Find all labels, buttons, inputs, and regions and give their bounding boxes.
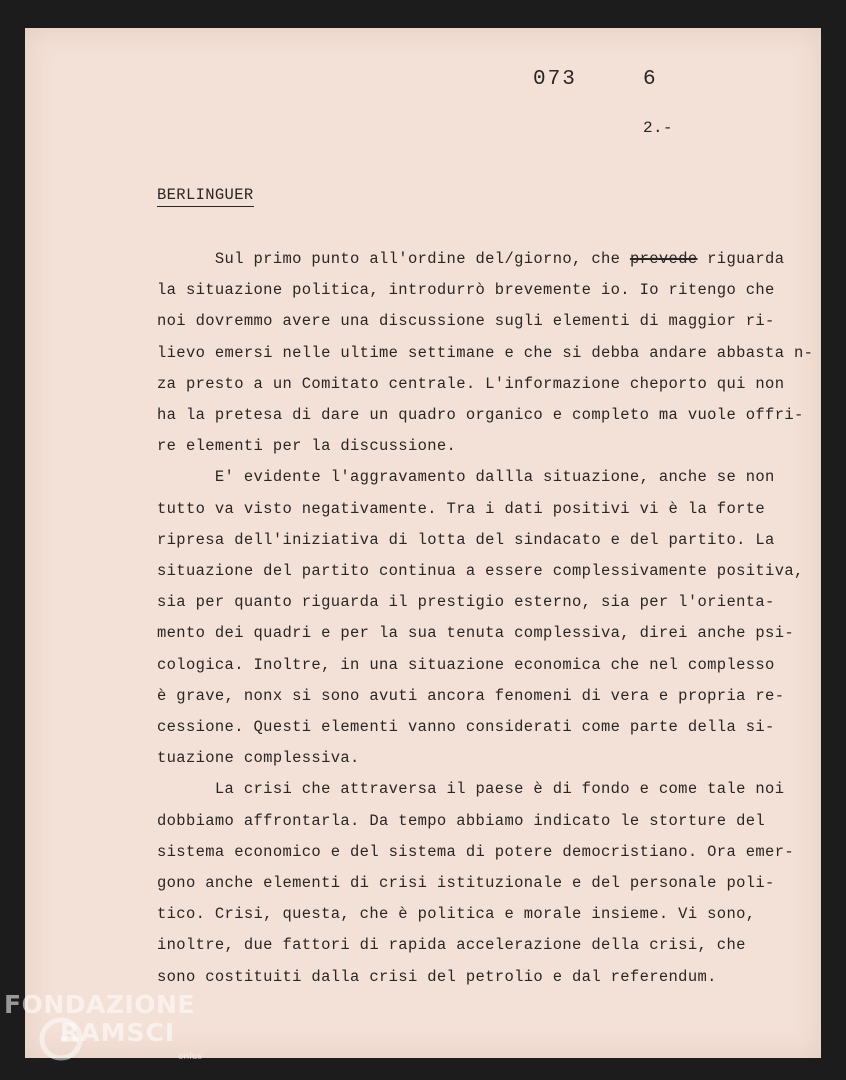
text-line: gono anche elementi di crisi istituzionale e del personale poli- [157,874,775,892]
text-line: tico. Crisi, questa, che è politica e morale insieme. Vi sono, [157,905,756,924]
watermark-line1: FONDAZIONE [4,990,196,1019]
text-line: cologica. Inoltre, in una situazione economica che nel complesso [157,655,775,674]
fondazione-gramsci-watermark [0,990,230,1080]
watermark-suffix: onlus [178,1052,203,1062]
typewritten-page [25,28,821,1058]
text-line: lievo emersi nelle ultime settimane e che si debba andare abbasta n- [157,343,814,362]
text-line: za presto a un Comitato centrale. L'informazione cheporto qui non [157,374,785,393]
text-line: La crisi che attraversa il paese è di fondo e come tale noi [157,780,785,799]
text-segment: Sul primo punto all'ordine del/giorno, che [157,250,630,268]
text-segment: riguarda [697,250,785,268]
text-line [157,250,784,268]
text-line: ha la pretesa di dare un quadro organico e completo ma vuole offri- [157,406,804,424]
text-line: tuazione complessiva. [157,749,360,768]
speaker-heading: BERLINGUER [157,186,254,207]
text-line: mento dei quadri e per la sua tenuta complessiva, direi anche psi- [157,624,794,643]
text-line: la situazione politica, introdurrò brevemente io. Io ritengo che [157,281,775,300]
text-line: dobbiamo affrontarla. Da tempo abbiamo indicato le storture del [157,811,766,830]
text-line: cessione. Questi elementi vanno considerati come parte della si- [157,718,775,736]
page-number: 2.- [643,119,673,137]
text-line: sia per quanto riguarda il prestigio esterno, sia per l'orienta- [157,593,775,612]
text-line: situazione del partito continua a essere complessivamente positiva, [157,562,804,580]
text-line: sono costituiti dalla crisi del petrolio e dal referendum. [157,967,717,986]
sheet-number: 6 [643,68,656,91]
text-line: re elementi per la discussione. [157,437,457,456]
text-line: è grave, nonx si sono avuti ancora fenomeni di vera e propria re- [157,686,785,705]
text-line: tutto va visto negativamente. Tra i dati positivi vi è la forte [157,499,766,518]
text-line: ripresa dell'iniziativa di lotta del sindacato e del partito. La [157,530,775,549]
watermark-line2: RAMSCI [60,1018,176,1047]
text-line: noi dovremmo avere una discussione sugli elementi di maggior ri- [157,312,775,331]
archive-number: 073 [533,68,577,91]
text-line: sistema economico e del sistema di potere democristiano. Ora emer- [157,842,794,861]
text-line: inoltre, due fattori di rapida accelerazione della crisi, che [157,936,746,955]
text-line: E' evidente l'aggravamento dallla situazione, anche se non [157,468,775,487]
struck-word: prevede [629,250,698,268]
